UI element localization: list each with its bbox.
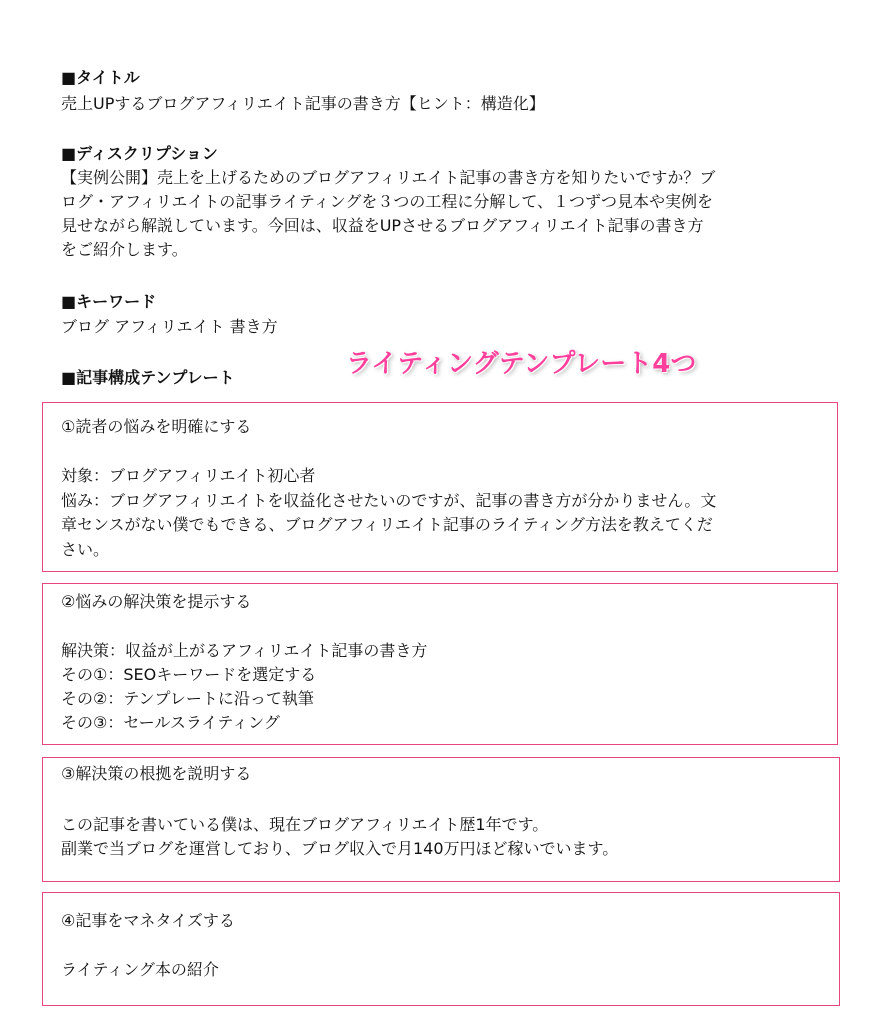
template-box-1 [42, 402, 838, 572]
box-line: 悩み：ブログアフィリエイトを収益化させたいのですが、記事の書き方が分かりません。文 [61, 491, 717, 510]
keyword-text: ブログ アフィリエイト 書き方 [61, 317, 278, 336]
description-line: 見せながら解説しています。今回は、収益をUPさせるブログアフィリエイト記事の書き方 [61, 216, 704, 235]
box-line: その③：セールスライティング [61, 713, 280, 732]
template-box-4 [42, 892, 840, 1006]
box-line: 副業で当ブログを運営しており、ブログ収入で月140万円ほど稼いでいます。 [61, 839, 619, 858]
title-text: 売上UPするブログアフィリエイト記事の書き方【ヒント：構造化】 [61, 94, 545, 113]
box-heading: ②悩みの解決策を提示する [61, 592, 252, 611]
template-box-2 [42, 583, 838, 745]
box-heading: ③解決策の根拠を説明する [61, 764, 252, 783]
description-line: 【実例公開】売上を上げるためのブログアフィリエイト記事の書き方を知りたいですか？ブ [61, 168, 716, 187]
box-line: 章センスがない僕でもできる、ブログアフィリエイト記事のライティング方法を教えてくだ [61, 515, 713, 534]
box-heading: ①読者の悩みを明確にする [61, 417, 252, 436]
box-line: 対象：ブログアフィリエイト初心者 [61, 466, 316, 485]
keyword-heading: ■キーワード [61, 292, 157, 311]
description-text [61, 166, 821, 262]
box-line: さい。 [61, 540, 110, 559]
description-line: をご紹介します。 [61, 240, 188, 259]
description-heading: ■ディスクリプション [61, 144, 218, 163]
template-callout: ライティングテンプレート4つ [346, 349, 697, 379]
box-line: この記事を書いている僕は、現在ブログアフィリエイト歴1年です。 [61, 815, 549, 834]
box-line: ライティング本の紹介 [61, 960, 219, 979]
box-line: その②：テンプレートに沿って執筆 [61, 689, 314, 708]
box-heading: ④記事をマネタイズする [61, 911, 235, 930]
title-heading: ■タイトル [61, 68, 140, 87]
template-box-3 [42, 757, 840, 882]
box-line: その①：SEOキーワードを選定する [61, 665, 317, 684]
box-line: 解決策：収益が上がるアフィリエイト記事の書き方 [61, 641, 428, 660]
template-heading: ■記事構成テンプレート [61, 368, 235, 387]
description-line: ログ・アフィリエイトの記事ライティングを３つの工程に分解して、１つずつ見本や実例を [61, 192, 714, 211]
